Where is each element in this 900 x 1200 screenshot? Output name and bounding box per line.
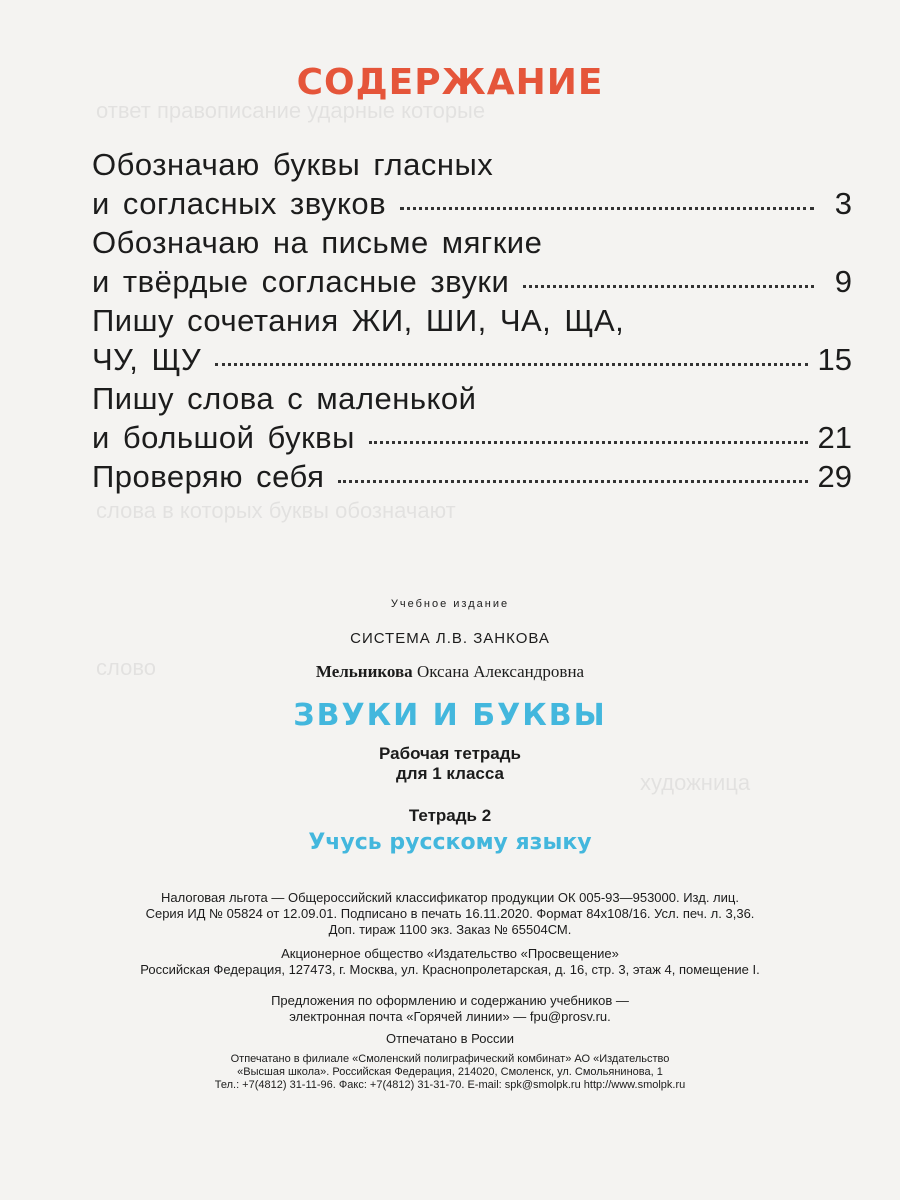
legal-info xyxy=(0,890,900,938)
printer-info xyxy=(0,1053,900,1092)
toc-entry xyxy=(92,145,852,223)
publisher-line: Российская Федерация, 127473, г. Москва, ул. Краснопролетарская, д. 16, стр. 3, этаж 4, помещение I. xyxy=(140,962,760,977)
dot-leader xyxy=(369,441,808,444)
toc-page-number: 21 xyxy=(817,420,852,455)
toc-text: ЧУ, ЩУ xyxy=(92,342,202,377)
toc-text: и большой буквы xyxy=(92,420,355,455)
system-name: СИСТЕМА Л.В. ЗАНКОВА xyxy=(350,630,550,647)
toc-text: и твёрдые согласные звуки xyxy=(92,264,510,299)
subtitle-line: для 1 класса xyxy=(396,764,504,783)
dot-leader xyxy=(400,207,814,210)
book-subtitle xyxy=(0,744,900,784)
toc-page-number: 15 xyxy=(817,342,852,377)
printer-line: Отпечатано в филиале «Смоленский полиграфический комбинат» АО «Издательство xyxy=(230,1053,670,1065)
publisher-info xyxy=(0,946,900,978)
show-through-text: художница xyxy=(640,770,751,795)
author xyxy=(0,662,900,682)
legal-line: Доп. тираж 1100 экз. Заказ № 65504СМ. xyxy=(328,922,572,937)
show-through-text: слова в которых буквы обозначают xyxy=(96,498,456,523)
printed-in: Отпечатано в России xyxy=(385,1031,515,1046)
toc-entry xyxy=(92,301,852,379)
toc-page-number: 9 xyxy=(834,264,852,299)
proposals-info xyxy=(0,993,900,1025)
toc-entry xyxy=(92,379,852,457)
toc-line xyxy=(92,223,852,262)
proposals-line: электронная почта «Горячей линии» — fpu@prosv.ru. xyxy=(289,1009,611,1024)
dot-leader xyxy=(523,285,814,288)
legal-line: Налоговая льгота — Общероссийский классификатор продукции ОК 005-93—953000. Изд. лиц. xyxy=(161,890,739,905)
toc-line xyxy=(92,457,852,496)
dot-leader xyxy=(338,480,807,483)
toc-line xyxy=(92,340,852,379)
toc-line xyxy=(92,301,852,340)
series-title: Учусь русскому языку xyxy=(308,830,592,855)
table-of-contents xyxy=(92,145,852,496)
author-last-name: Мельникова xyxy=(315,662,413,681)
toc-line xyxy=(92,145,852,184)
show-through-text: ответ правописание ударные которые xyxy=(96,98,486,123)
author-first-name: Оксана Александровна xyxy=(416,662,585,681)
toc-text: Обозначаю на письме мягкие xyxy=(92,225,543,260)
toc-line xyxy=(92,184,852,223)
publisher-line: Акционерное общество «Издательство «Просвещение» xyxy=(281,946,619,961)
book-title: ЗВУКИ И БУКВЫ xyxy=(293,698,607,733)
show-through-text: слово xyxy=(96,655,156,680)
toc-text: Проверяю себя xyxy=(92,459,325,494)
toc-line xyxy=(92,379,852,418)
toc-text: и согласных звуков xyxy=(92,186,387,221)
toc-line xyxy=(92,418,852,457)
toc-line xyxy=(92,262,852,301)
proposals-line: Предложения по оформлению и содержанию учебников — xyxy=(271,993,629,1008)
subtitle-line: Рабочая тетрадь xyxy=(379,744,521,763)
toc-entry xyxy=(92,457,852,496)
dot-leader xyxy=(215,363,807,366)
notebook-number: Тетрадь 2 xyxy=(408,806,492,825)
toc-text: Пишу слова с маленькой xyxy=(92,381,477,416)
toc-text: Пишу сочетания ЖИ, ШИ, ЧА, ЩА, xyxy=(92,303,625,338)
toc-page-number: 29 xyxy=(817,459,852,494)
toc-text: Обозначаю буквы гласных xyxy=(92,147,494,182)
toc-title: СОДЕРЖАНИЕ xyxy=(296,62,604,103)
toc-entry xyxy=(92,223,852,301)
toc-page-number: 3 xyxy=(834,186,852,221)
edition-type: Учебное издание xyxy=(390,598,510,610)
printer-line: Тел.: +7(4812) 31-11-96. Факс: +7(4812) 31-31-70. E-mail: spk@smolpk.ru http://www.smolpk.ru xyxy=(214,1079,686,1091)
printer-line: «Высшая школа». Российская Федерация, 214020, Смоленск, ул. Смольянинова, 1 xyxy=(237,1066,663,1078)
legal-line: Серия ИД № 05824 от 12.09.01. Подписано в печать 16.11.2020. Формат 84x108/16. Усл. печ. л. 3,36. xyxy=(145,906,755,921)
